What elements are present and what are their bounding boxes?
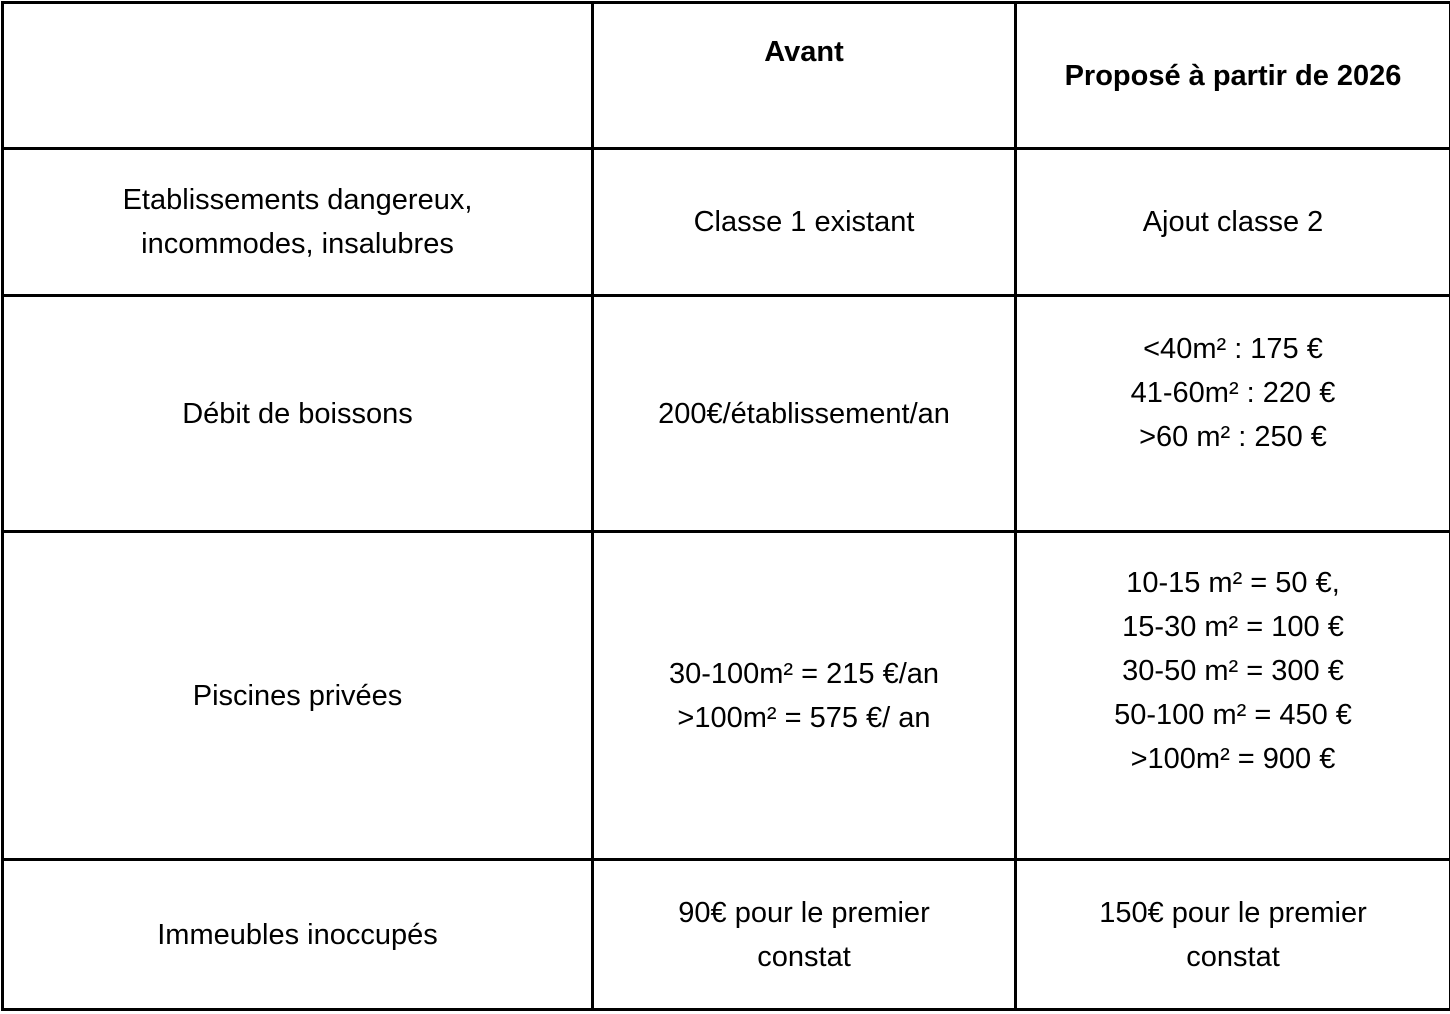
row-avant-line: >100m² = 575 €/ an — [677, 701, 931, 734]
table-row — [3, 860, 1450, 1010]
row-label-cell — [3, 149, 593, 296]
row-label-line: incommodes, insalubres — [141, 228, 454, 260]
row-propose-line: >100m² = 900 € — [1130, 743, 1336, 775]
row-label-cell — [3, 860, 593, 1010]
row-propose-line: 41-60m² : 220 € — [1130, 377, 1336, 409]
row-propose-line: 150€ pour le premier — [1099, 896, 1367, 929]
row-propose-line: Ajout classe 2 — [1142, 206, 1324, 238]
row-propose-cell — [1016, 532, 1450, 860]
row-avant-line: Classe 1 existant — [693, 206, 915, 238]
tax-comparison-table — [1, 1, 1450, 1011]
table-row — [3, 532, 1450, 860]
row-propose-line: constat — [1186, 940, 1280, 973]
header-avant — [593, 3, 1016, 149]
row-propose-cell — [1016, 296, 1450, 532]
row-propose-line: >60 m² : 250 € — [1139, 421, 1327, 453]
row-avant-line: 200€/établissement/an — [658, 397, 950, 430]
table-row — [3, 149, 1450, 296]
row-propose-line: 50-100 m² = 450 € — [1114, 699, 1352, 731]
row-avant-cell — [593, 532, 1016, 860]
row-propose-line: 15-30 m² = 100 € — [1122, 611, 1344, 643]
header-propose: Proposé à partir de 2026 — [1016, 3, 1450, 149]
row-avant-cell — [593, 296, 1016, 532]
row-label-line: Débit de boissons — [182, 397, 413, 430]
row-avant-line: 30-100m² = 215 €/an — [668, 657, 940, 690]
row-avant-line: constat — [757, 940, 851, 973]
row-label-cell — [3, 296, 593, 532]
row-label-line: Immeubles inoccupés — [157, 918, 438, 951]
row-propose-line: 10-15 m² = 50 €, — [1126, 567, 1340, 599]
row-propose-line: <40m² : 175 € — [1143, 333, 1323, 365]
header-empty-cell — [3, 3, 593, 149]
table-row — [3, 296, 1450, 532]
table-header-row — [3, 3, 1450, 149]
row-propose-cell — [1016, 860, 1450, 1010]
row-avant-line: 90€ pour le premier — [678, 896, 930, 929]
row-label-cell — [3, 532, 593, 860]
header-avant-label: Avant — [764, 35, 844, 68]
row-avant-cell — [593, 149, 1016, 296]
row-avant-cell — [593, 860, 1016, 1010]
row-label-line: Etablissements dangereux, — [122, 184, 473, 216]
row-propose-cell — [1016, 149, 1450, 296]
row-label-line: Piscines privées — [192, 679, 403, 712]
row-propose-line: 30-50 m² = 300 € — [1122, 655, 1344, 687]
